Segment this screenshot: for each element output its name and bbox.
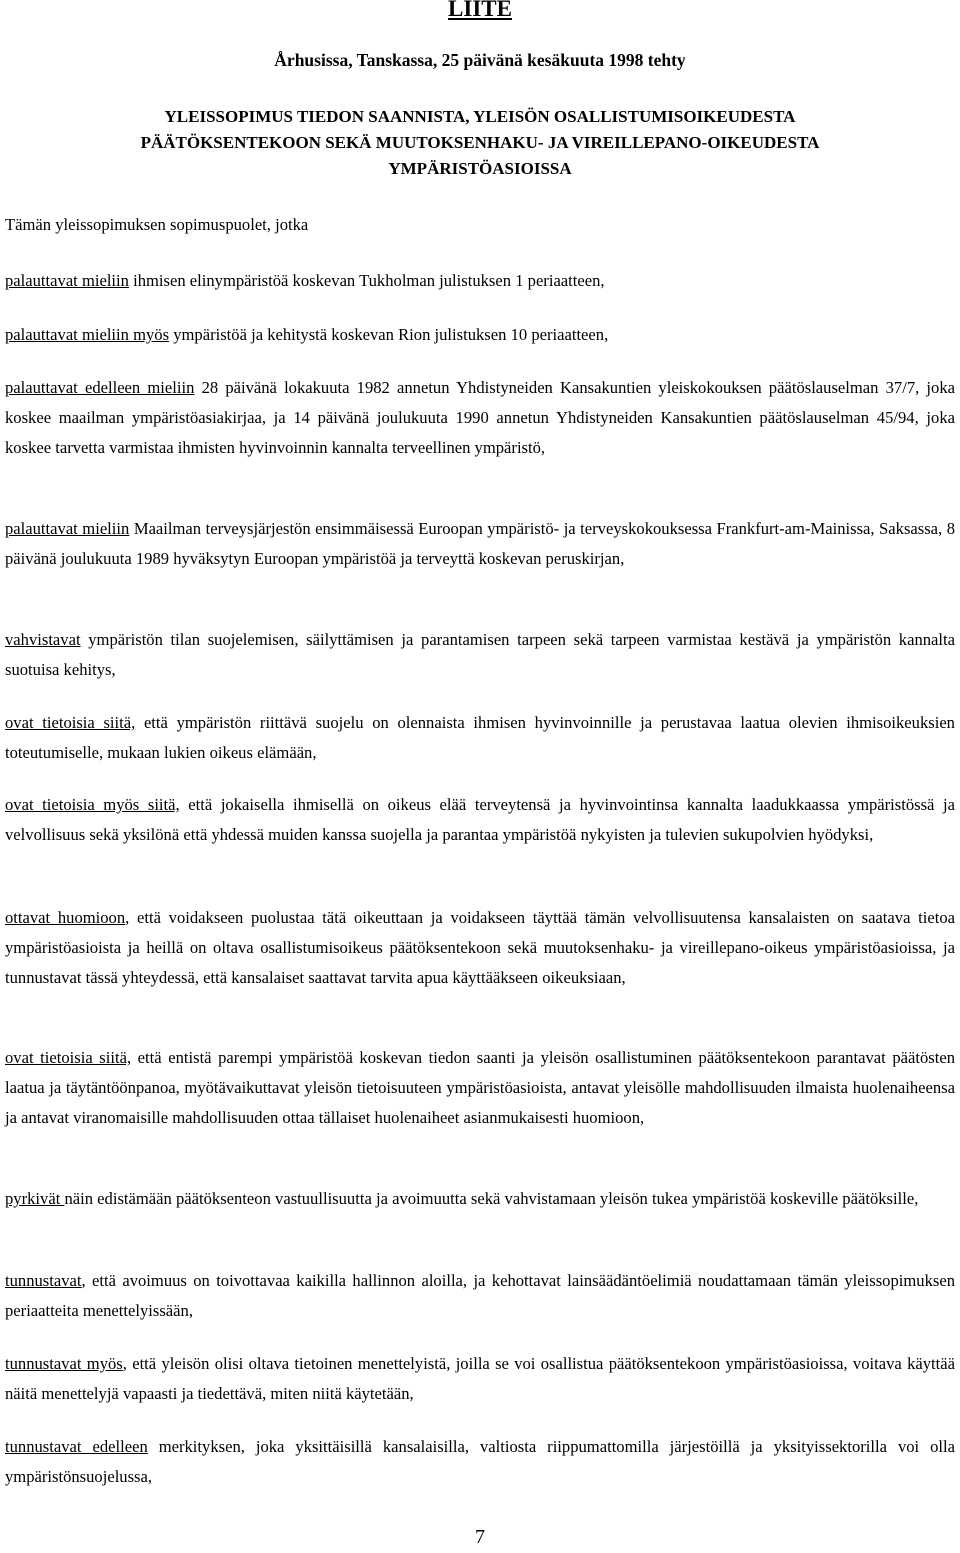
recital-paragraph [5, 373, 955, 463]
recital-text: merkityksen, joka yksittäisillä kansalaisilla, valtiosta riippumattomilla järjestöillä ja yksityissektorilla voi olla ympäristönsuojelussa, [5, 1437, 955, 1486]
recital-text: , että avoimuus on toivottavaa kaikilla hallinnon aloilla, ja kehottavat lainsäädäntöelimiä noudattamaan tämän yleissopimuksen periaatteita menettelyissään, [5, 1271, 955, 1320]
recital-lead: vahvistavat [5, 630, 81, 649]
recital-text: , että voidakseen puolustaa tätä oikeuttaan ja voidakseen täyttää tämän velvollisuutensa kansalaisten on saatava tietoa ympäristöasioista ja heillä on oltava osallistumisoikeus päätöksentekoon sekä muutoksenhaku- ja vireillepano-oikeus ympäristöasioissa, ja tunnustavat tässä yhteydessä, että kansalaiset saattavat tarvita apua käyttääkseen oikeuksiaan, [5, 908, 955, 987]
recital-text: ihmisen elinympäristöä koskevan Tukholman julistuksen 1 periaatteen, [128, 271, 605, 290]
recital-paragraph [5, 1349, 955, 1409]
recital-lead: palauttavat edelleen mieliin [5, 378, 195, 397]
recital-paragraph [5, 790, 955, 850]
intro-line: Tämän yleissopimuksen sopimuspuolet, jotka [5, 215, 309, 234]
recital-paragraph [5, 708, 955, 768]
recital-paragraph [5, 625, 955, 685]
recital-paragraph [5, 1432, 955, 1492]
recital-paragraph [5, 1043, 955, 1133]
recital-text: ympäristöä ja kehitystä koskevan Rion julistuksen 10 periaatteen, [169, 325, 609, 344]
recital-paragraph [5, 903, 955, 993]
convention-heading [0, 104, 960, 182]
recital-lead: ottavat huomioon [5, 908, 126, 927]
recital-text: 28 päivänä lokakuuta 1982 annetun Yhdistyneiden Kansakuntien yleiskokouksen päätöslauselman 37/7, joka koskee maailman ympäristöasiakirjaa, ja 14 päivänä joulukuuta 1990 annetun Yhdistyneiden Kansakuntien päätöslauselman 45/94, joka koskee tarvetta varmistaa ihmisten hyvinvoinnin kannalta terveellinen ympäristö, [5, 378, 956, 457]
recital-text: että entistä parempi ympäristöä koskevan tiedon saanti ja yleisön osallistuminen päätöksentekoon parantavat päätösten laatua ja täytäntöönpanoa, myötävaikuttavat yleisön tietoisuuteen ympäristöasioista, antavat yleisölle mahdollisuuden ilmaista huolenaiheensa ja antavat viranomaisille mahdollisuuden ottaa tällaiset huolenaiheet asianmukaisesti huomioon, [5, 1048, 955, 1127]
recital-paragraph [5, 320, 955, 350]
recital-text: , että yleisön olisi oltava tietoinen menettelyistä, joilla se voi osallistua päätöksentekoon ympäristöasioissa, voitava käyttää näitä menettelyjä vapaasti ja tiedettävä, miten niitä käytetään, [5, 1354, 955, 1403]
recital-text: Maailman terveysjärjestön ensimmäisessä Euroopan ympäristö- ja terveyskokouksessa Frankfurt-am-Mainissa, Saksassa, 8 päivänä joulukuuta 1989 hyväksytyn Euroopan ympäristöä ja terveyttä koskevan peruskirjan, [5, 519, 955, 568]
recital-text: että jokaisella ihmisellä on oikeus elää terveytensä ja hyvinvointinsa kannalta laadukkaassa ympäristössä ja velvollisuus sekä yksilönä että yhdessä muiden kanssa suojella ja parantaa ympäristöä nykyisten ja tulevien sukupolvien hyödyksi, [5, 795, 955, 844]
recital-lead: tunnustavat myös [5, 1354, 123, 1373]
recital-lead: palauttavat mieliin [5, 519, 130, 538]
page-number: 7 [475, 1526, 485, 1548]
recital-paragraph [5, 1266, 955, 1326]
recital-lead: ovat tietoisia siitä, [5, 1048, 132, 1067]
recital-text: että ympäristön riittävä suojelu on olennaista ihmisen hyvinvoinnille ja perustavaa laatua olevien ihmisoikeuksien toteutumiselle, mukaan lukien oikeus elämään, [5, 713, 955, 762]
recital-paragraph [5, 266, 955, 296]
recital-text: ympäristön tilan suojelemisen, säilyttämisen ja parantamisen tarpeen sekä tarpeen varmistaa kestävä ja ympäristön kannalta suotuisa kehitys, [5, 630, 955, 679]
recital-lead: pyrkivät [5, 1189, 65, 1208]
recital-paragraph [5, 1184, 955, 1214]
recital-lead: tunnustavat edelleen [5, 1437, 148, 1456]
recital-lead: palauttavat mieliin myös [5, 325, 170, 344]
heading-line: YMPÄRISTÖASIOISSA [388, 159, 572, 178]
recital-lead: palauttavat mieliin [5, 271, 129, 290]
document-title: LIITE [448, 0, 512, 21]
heading-line: YLEISSOPIMUS TIEDON SAANNISTA, YLEISÖN OSALLISTUMISOIKEUDESTA [164, 107, 796, 126]
dateline: Århusissa, Tanskassa, 25 päivänä kesäkuuta 1998 tehty [274, 50, 686, 70]
recital-lead: tunnustavat [5, 1271, 82, 1290]
recital-lead: ovat tietoisia myös siitä, [5, 795, 180, 814]
recital-text: näin edistämään päätöksenteon vastuullisuutta ja avoimuutta sekä vahvistamaan yleisön tukea ympäristöä koskeville päätöksille, [64, 1189, 919, 1208]
recital-lead: ovat tietoisia siitä, [5, 713, 136, 732]
recital-paragraph [5, 514, 955, 574]
heading-line: PÄÄTÖKSENTEKOON SEKÄ MUUTOKSENHAKU- JA VIREILLEPANO-OIKEUDESTA [140, 133, 820, 152]
